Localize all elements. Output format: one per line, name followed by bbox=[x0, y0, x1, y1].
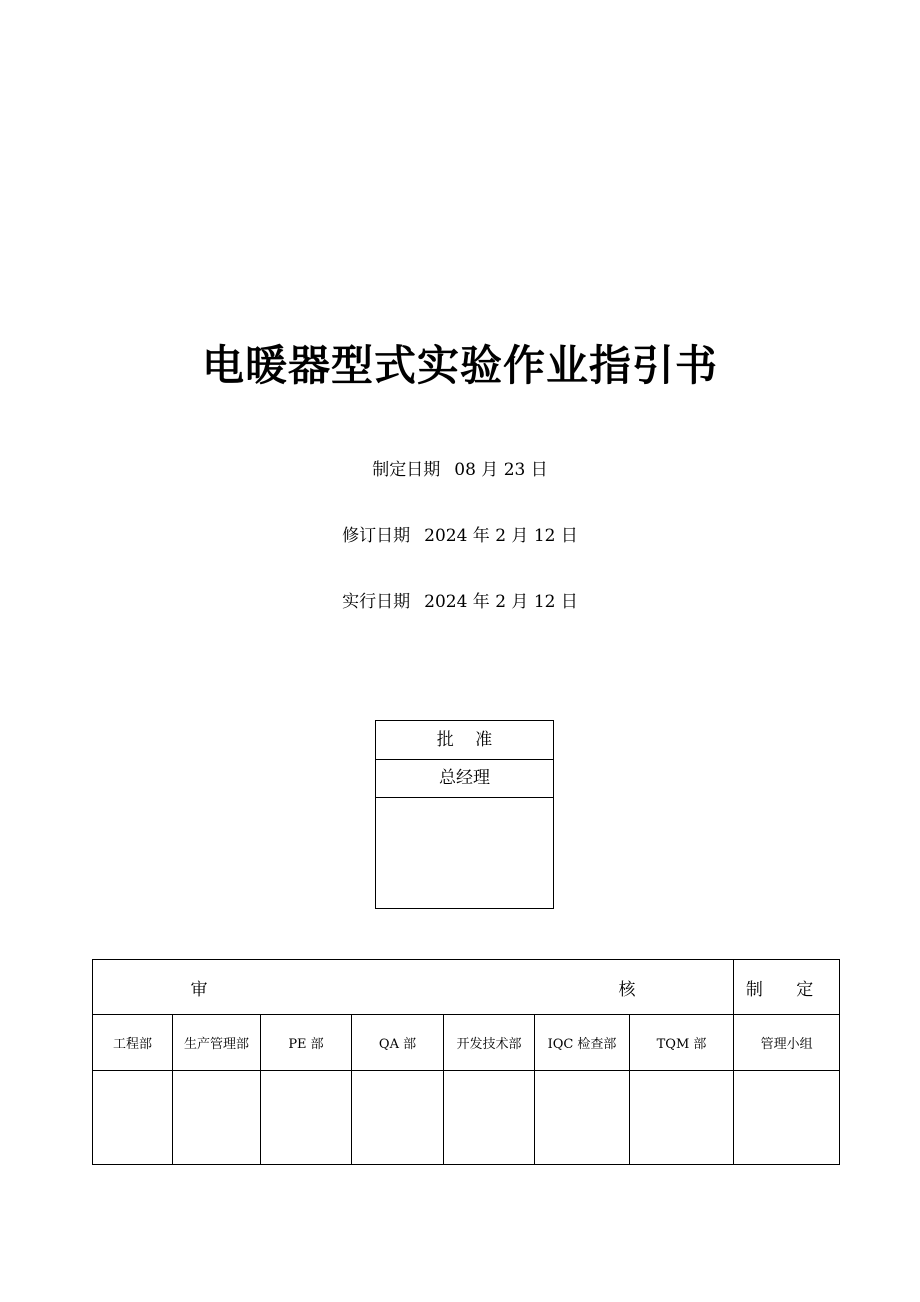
signature-cell bbox=[261, 1070, 352, 1164]
date-row-revised bbox=[0, 524, 920, 548]
document-title: 电暖器型式实验作业指引书 bbox=[201, 341, 718, 390]
review-header-right: 核 bbox=[618, 979, 636, 1000]
approval-role: 总经理 bbox=[376, 760, 553, 798]
date-value: 08 月 23 日 bbox=[454, 460, 548, 480]
date-label: 修订日期 bbox=[342, 526, 411, 546]
approval-box bbox=[375, 720, 554, 909]
signature-cell bbox=[630, 1070, 734, 1164]
date-row-established bbox=[0, 458, 920, 482]
signature-cell bbox=[535, 1070, 630, 1164]
dept-pe: PE 部 bbox=[261, 1015, 352, 1070]
dept-engineering: 工程部 bbox=[93, 1015, 173, 1070]
date-row-effective bbox=[0, 590, 920, 614]
date-label: 制定日期 bbox=[372, 460, 441, 480]
approval-signature-cell bbox=[376, 798, 553, 910]
review-table bbox=[92, 959, 840, 1165]
prepare-header: 制 定 bbox=[734, 960, 840, 1015]
approval-header: 批 准 bbox=[376, 721, 553, 760]
signature-cell bbox=[444, 1070, 535, 1164]
review-header-left: 审 bbox=[190, 979, 208, 1000]
signature-cell bbox=[352, 1070, 444, 1164]
dept-development: 开发技术部 bbox=[444, 1015, 535, 1070]
signature-cell bbox=[93, 1070, 173, 1164]
signature-cell bbox=[734, 1070, 840, 1164]
dept-management-team: 管理小组 bbox=[734, 1015, 840, 1070]
dept-iqc: IQC 检查部 bbox=[535, 1015, 630, 1070]
date-label: 实行日期 bbox=[342, 592, 411, 612]
date-value: 2024 年 2 月 12 日 bbox=[424, 592, 578, 612]
date-value: 2024 年 2 月 12 日 bbox=[424, 526, 578, 546]
signature-cell bbox=[173, 1070, 261, 1164]
dept-production-management: 生产管理部 bbox=[173, 1015, 261, 1070]
review-header bbox=[93, 960, 734, 1015]
dept-qa: QA 部 bbox=[352, 1015, 444, 1070]
dept-tqm: TQM 部 bbox=[630, 1015, 734, 1070]
